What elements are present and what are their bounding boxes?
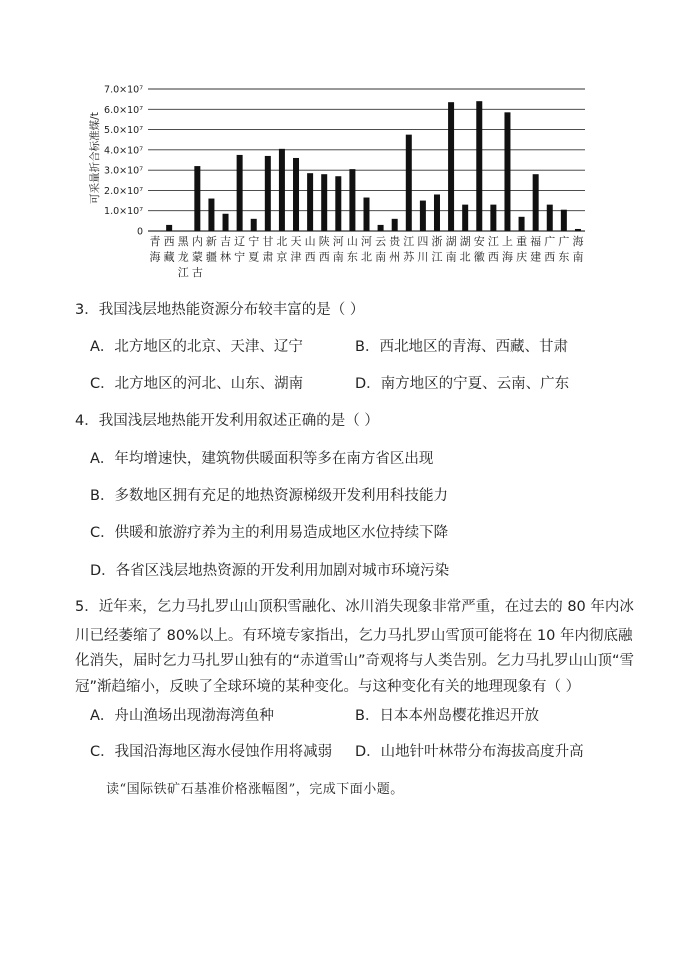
x-tick-label: 天津 — [290, 235, 302, 264]
bar-chart — [0, 0, 688, 290]
x-tick-label: 江苏 — [403, 235, 415, 264]
y-tick-label: 7.0×10⁷ — [104, 84, 143, 96]
bar-海南 — [575, 229, 581, 231]
bar-山西 — [307, 173, 313, 231]
bar-浙江 — [434, 194, 440, 231]
bar-湖南 — [448, 102, 454, 231]
x-tick-label: 黑龙江 — [177, 235, 189, 279]
bar-贵州 — [392, 219, 398, 231]
q4-option-c: C．供暖和旅游疗养为主的利用易造成地区水位持续下降 — [90, 525, 449, 541]
x-tick-label: 湖南 — [445, 235, 457, 264]
bar-福建 — [533, 174, 539, 231]
chart-x-labels — [150, 234, 584, 279]
q4-option-d: D．各省区浅层地热资源的开发利用加剧对城市环境污染 — [90, 563, 450, 579]
bar-重庆 — [519, 217, 525, 231]
bar-云南 — [378, 225, 384, 231]
chart-y-ticks — [104, 85, 143, 238]
x-tick-label: 四川 — [417, 235, 429, 264]
y-tick-label: 4.0×10⁷ — [104, 145, 143, 157]
x-tick-label: 甘肃 — [262, 235, 274, 264]
bar-广西 — [547, 205, 553, 231]
x-tick-label: 上海 — [501, 235, 513, 264]
q3-option-d: D．南方地区的宁夏、云南、广东 — [355, 376, 570, 392]
q3-option-c: C．北方地区的河北、山东、湖南 — [90, 376, 304, 392]
y-tick-label: 1.0×10⁷ — [104, 206, 143, 218]
bar-宁夏 — [251, 219, 257, 231]
bar-安徽 — [476, 101, 482, 231]
bar-广东 — [561, 210, 567, 231]
y-tick-label: 2.0×10⁷ — [104, 185, 143, 197]
bar-甘肃 — [265, 156, 271, 231]
x-tick-label: 青海 — [149, 235, 161, 264]
q3-stem: 3．我国浅层地热能资源分布较丰富的是（ ） — [75, 302, 365, 318]
x-tick-label: 河南 — [332, 235, 344, 264]
bar-吉林 — [223, 214, 229, 231]
bar-湖北 — [462, 205, 468, 231]
x-tick-label: 福建 — [530, 235, 542, 264]
bar-内蒙古 — [194, 166, 200, 231]
reading-instruction: 读“国际铁矿石基准价格涨幅图”，完成下面小题。 — [106, 782, 404, 797]
x-tick-label: 重庆 — [516, 235, 528, 264]
x-tick-label: 西藏 — [163, 235, 175, 264]
bar-山东 — [349, 169, 355, 231]
bar-四川 — [420, 201, 426, 231]
q3-option-a: A．北方地区的北京、天津、辽宁 — [90, 339, 303, 355]
chart-bars — [166, 101, 581, 231]
bar-陕西 — [321, 174, 327, 231]
x-tick-label: 北京 — [276, 235, 288, 264]
bar-上海 — [504, 112, 510, 231]
y-tick-label: 6.0×10⁷ — [104, 104, 143, 116]
y-tick-label: 5.0×10⁷ — [104, 125, 143, 137]
x-tick-label: 宁夏 — [248, 235, 260, 264]
bar-北京 — [279, 149, 285, 231]
q5-option-c: C．我国沿海地区海水侵蚀作用将减弱 — [90, 744, 333, 760]
y-tick-label: 0 — [136, 226, 143, 238]
q5-stem-line-1: 5．近年来，乞力马扎罗山山顶积雪融化、冰川消失现象非常严重，在过去的 80 年内冰 — [75, 599, 634, 615]
x-tick-label: 吉林 — [220, 235, 232, 264]
q5-option-d: D．山地针叶林带分布海拔高度升高 — [355, 744, 584, 760]
q4-option-a: A．年均增速快，建筑物供暖面积等多在南方省区出现 — [90, 451, 434, 467]
x-tick-label: 河北 — [361, 235, 372, 264]
x-tick-label: 广西 — [544, 235, 556, 264]
q5-option-a: A．舟山渔场出现渤海湾鱼种 — [90, 708, 274, 724]
x-tick-label: 贵州 — [389, 235, 401, 264]
bar-江西 — [490, 205, 496, 231]
x-tick-label: 辽宁 — [234, 235, 246, 264]
q5-stem-line-2: 川已经萎缩了 80%以上。有环境专家指出，乞力马扎罗山雪顶可能将在 10 年内彻底融 — [75, 628, 633, 644]
bar-天津 — [293, 158, 299, 231]
q4-option-b: B．多数地区拥有充足的地热资源梯级开发利用科技能力 — [90, 488, 448, 504]
bar-河南 — [335, 176, 341, 231]
q4-stem: 4．我国浅层地热能开发利用叙述正确的是（ ） — [75, 413, 379, 429]
x-tick-label: 江西 — [487, 235, 499, 264]
bar-西藏 — [166, 225, 172, 231]
x-tick-label: 云南 — [375, 235, 387, 264]
chart-y-axis-label: 可采量折合标准煤/t — [89, 112, 101, 204]
x-tick-label: 海南 — [572, 235, 584, 264]
bar-江苏 — [406, 135, 412, 231]
bar-新疆 — [208, 199, 214, 231]
x-tick-label: 安徽 — [473, 235, 485, 264]
q5-stem-line-4: 冠”渐趋缩小，反映了全球环境的某种变化。与这种变化有关的地理现象有（ ） — [75, 679, 581, 695]
x-tick-label: 广东 — [558, 235, 570, 264]
bar-河北 — [364, 198, 370, 231]
q5-option-b: B．日本本州岛樱花推迟开放 — [355, 708, 539, 724]
bar-辽宁 — [237, 155, 243, 231]
q3-option-b: B．西北地区的青海、西藏、甘肃 — [355, 339, 568, 355]
x-tick-label: 浙江 — [431, 235, 443, 264]
x-tick-label: 山东 — [346, 235, 358, 264]
q5-stem-line-3: 化消失，届时乞力马扎罗山独有的“赤道雪山”奇观将与人类告别。乞力马扎罗山山顶“雪 — [75, 653, 635, 669]
x-tick-label: 新疆 — [205, 235, 217, 264]
x-tick-label: 陕西 — [318, 235, 330, 264]
x-tick-label: 内蒙古 — [191, 235, 203, 279]
y-tick-label: 3.0×10⁷ — [104, 165, 143, 177]
x-tick-label: 湖北 — [459, 235, 471, 264]
x-tick-label: 山西 — [304, 235, 316, 264]
